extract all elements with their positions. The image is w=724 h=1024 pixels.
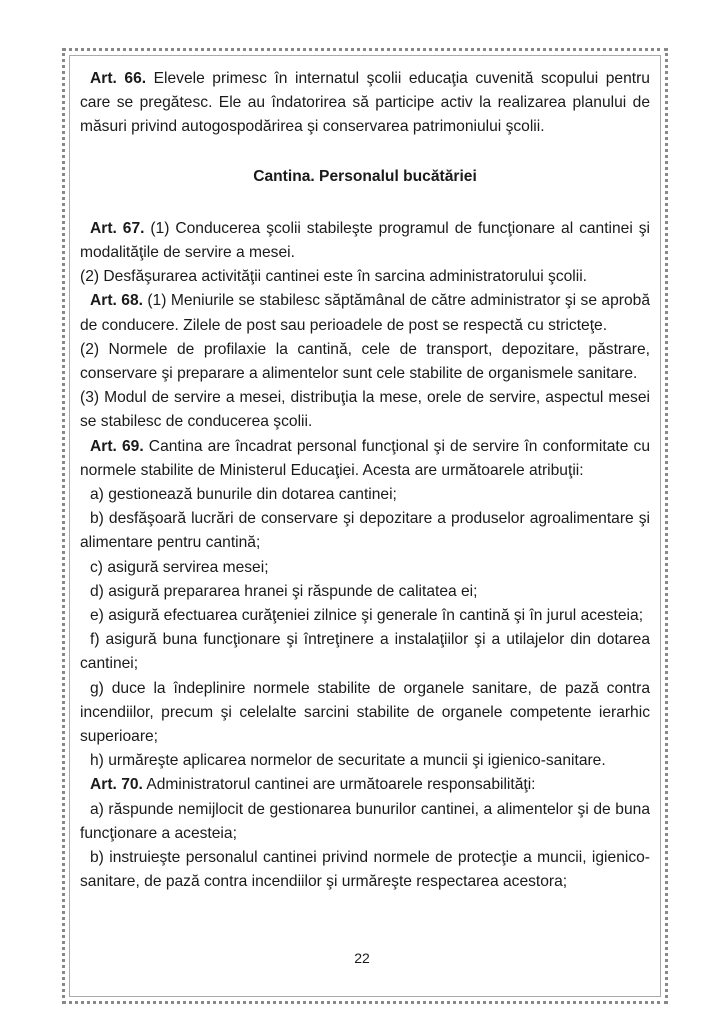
article-number: Art. 68.: [90, 292, 143, 310]
list-item: e) asigură efectuarea curăţeniei zilnice şi generale în cantină şi în jurul acesteia;: [90, 607, 644, 625]
article-70: [80, 773, 650, 797]
article-number: Art. 67.: [90, 219, 145, 237]
section-heading: Cantina. Personalul bucătăriei: [253, 167, 477, 185]
page-number: 22: [354, 950, 370, 966]
list-item: c) asigură servirea mesei;: [90, 558, 269, 576]
article-number: Art. 70.: [90, 776, 143, 794]
document-body: [80, 67, 650, 895]
article-text: (1) Meniurile se stabilesc săptămânal de către administrator şi se aprobă de conducere. Zilele de post sau perioadele de post se respectă cu stricteţe.: [80, 292, 650, 334]
list-item: h) urmăreşte aplicarea normelor de securitate a muncii şi igienico-sanitare.: [90, 752, 606, 770]
article-text: Administratorul cantinei are următoarele responsabilităţi:: [142, 776, 536, 794]
article-text: Elevele primesc în internatul şcolii educaţia cuvenită scopului pentru care se pregătesc. Ele au îndatorirea să participe activ la realizarea planului de măsuri privind autogospodărirea şi conservarea patrimoniului şcolii.: [80, 70, 650, 136]
list-item: g) duce la îndeplinire normele stabilite de organele sanitare, de pază contra incendiilor, precum şi celelalte sarcini stabilite de organele competente ierarhic superioare;: [80, 679, 650, 746]
list-item: b) desfăşoară lucrări de conservare şi depozitare a produselor agroalimentare şi alimentare pentru cantină;: [80, 510, 650, 552]
article-66: [80, 67, 650, 140]
paragraph: (2) Normele de profilaxie la cantină, cele de transport, depozitare, păstrare, conservare şi preparare a alimentelor sunt cele stabilite de organismele sanitare.: [80, 340, 650, 383]
paragraph: (3) Modul de servire a mesei, distribuţia la mese, orele de servire, aspectul mesei se stabilesc de conducerea şcolii.: [80, 389, 650, 431]
article-67: [80, 217, 650, 265]
article-text: Cantina are încadrat personal funcţional şi de servire în conformitate cu normele stabilite de Ministerul Educaţiei. Acesta are următoarele atribuţii:: [80, 437, 650, 479]
list-item: f) asigură buna funcţionare şi întreţinere a instalaţiilor şi a utilajelor din dotarea cantinei;: [80, 631, 650, 673]
list-item: b) instruieşte personalul cantinei privind normele de protecţie a muncii, igienico-sanitare, de pază contra incendiilor şi urmăreşte respectarea acestora;: [80, 849, 650, 891]
article-text: (1) Conducerea şcolii stabileşte programul de funcţionare al cantinei şi modalităţile de servire a mesei.: [80, 219, 650, 262]
article-69: [80, 435, 650, 483]
article-number: Art. 69.: [90, 437, 144, 455]
list-item: a) gestionează bunurile din dotarea cantinei;: [90, 486, 397, 504]
article-number: Art. 66.: [90, 70, 147, 87]
list-item: a) răspunde nemijlocit de gestionarea bunurilor cantinei, a alimentelor şi de buna funcţionare a acesteia;: [80, 800, 650, 842]
list-item: d) asigură prepararea hranei şi răspunde de calitatea ei;: [90, 582, 478, 600]
paragraph: (2) Desfăşurarea activităţii cantinei este în sarcina administratorului şcolii.: [80, 268, 588, 286]
article-68: [80, 289, 650, 337]
